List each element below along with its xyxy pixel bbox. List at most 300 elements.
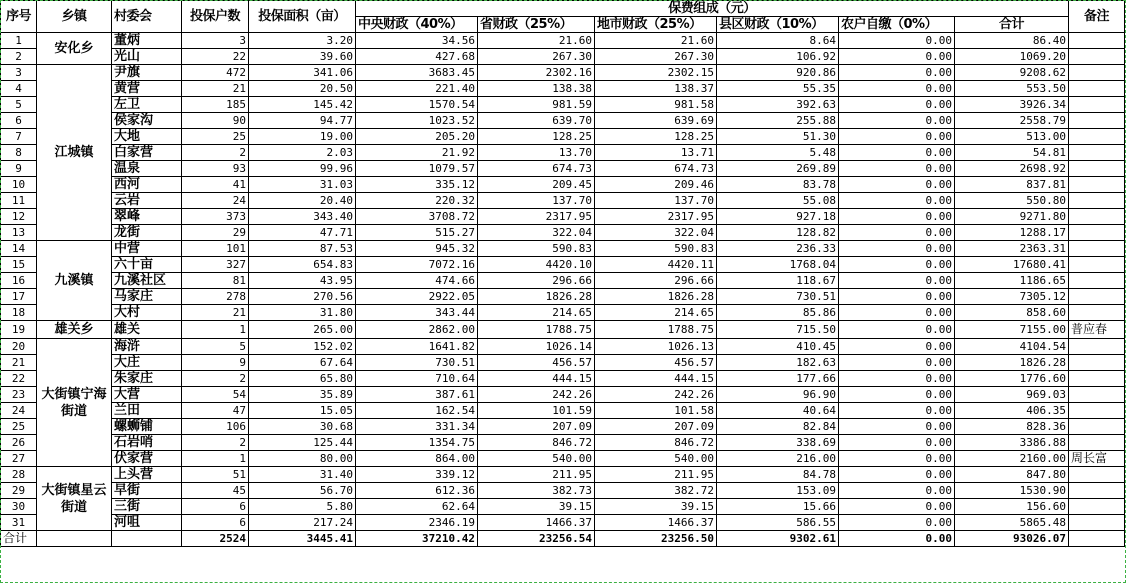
province-cell: 1026.14 — [478, 339, 595, 355]
area-cell: 47.71 — [249, 225, 356, 241]
city-cell: 456.57 — [595, 355, 717, 371]
town-cell: 大街镇星云街道 — [37, 467, 112, 531]
central-cell: 515.27 — [356, 225, 478, 241]
county-cell: 730.51 — [717, 289, 839, 305]
seq-cell: 24 — [1, 403, 37, 419]
village-cell: 螺蛳铺 — [112, 419, 182, 435]
seq-cell: 3 — [1, 65, 37, 81]
seq-cell: 31 — [1, 515, 37, 531]
province-cell: 540.00 — [478, 451, 595, 467]
totals-row — [1, 531, 1125, 547]
table-row — [1, 113, 1125, 129]
households-cell: 2 — [182, 371, 249, 387]
county-cell: 715.50 — [717, 321, 839, 339]
totals-households: 2524 — [182, 531, 249, 547]
area-cell: 31.03 — [249, 177, 356, 193]
central-cell: 205.20 — [356, 129, 478, 145]
farmer-cell: 0.00 — [839, 241, 955, 257]
table-row — [1, 225, 1125, 241]
table-row — [1, 467, 1125, 483]
note-cell — [1069, 435, 1125, 451]
note-cell — [1069, 113, 1125, 129]
city-cell: 2302.15 — [595, 65, 717, 81]
total-cell: 1826.28 — [955, 355, 1069, 371]
province-cell: 267.30 — [478, 49, 595, 65]
header-area: 投保面积（亩） — [249, 1, 356, 33]
county-cell: 927.18 — [717, 209, 839, 225]
city-cell: 540.00 — [595, 451, 717, 467]
totals-town-empty — [37, 531, 112, 547]
seq-cell: 9 — [1, 161, 37, 177]
area-cell: 20.40 — [249, 193, 356, 209]
note-cell — [1069, 387, 1125, 403]
province-cell: 211.95 — [478, 467, 595, 483]
province-cell: 39.15 — [478, 499, 595, 515]
county-cell: 51.30 — [717, 129, 839, 145]
table-row — [1, 355, 1125, 371]
table-row — [1, 241, 1125, 257]
header-sum: 合计 — [955, 17, 1069, 33]
households-cell: 6 — [182, 515, 249, 531]
total-cell: 2363.31 — [955, 241, 1069, 257]
note-cell — [1069, 355, 1125, 371]
farmer-cell: 0.00 — [839, 225, 955, 241]
farmer-cell: 0.00 — [839, 145, 955, 161]
village-cell: 六十亩 — [112, 257, 182, 273]
area-cell: 87.53 — [249, 241, 356, 257]
city-cell: 39.15 — [595, 499, 717, 515]
total-cell: 847.80 — [955, 467, 1069, 483]
central-cell: 34.56 — [356, 33, 478, 49]
seq-cell: 29 — [1, 483, 37, 499]
province-cell: 137.70 — [478, 193, 595, 209]
city-cell: 242.26 — [595, 387, 717, 403]
header-note: 备注 — [1069, 1, 1125, 33]
households-cell: 21 — [182, 305, 249, 321]
seq-cell: 2 — [1, 49, 37, 65]
total-cell: 1288.17 — [955, 225, 1069, 241]
city-cell: 207.09 — [595, 419, 717, 435]
village-cell: 九溪社区 — [112, 273, 182, 289]
total-cell: 837.81 — [955, 177, 1069, 193]
total-cell: 17680.41 — [955, 257, 1069, 273]
county-cell: 85.86 — [717, 305, 839, 321]
totals-village-empty — [112, 531, 182, 547]
area-cell: 35.89 — [249, 387, 356, 403]
farmer-cell: 0.00 — [839, 387, 955, 403]
households-cell: 29 — [182, 225, 249, 241]
province-cell: 101.59 — [478, 403, 595, 419]
county-cell: 216.00 — [717, 451, 839, 467]
households-cell: 21 — [182, 81, 249, 97]
note-cell — [1069, 145, 1125, 161]
village-cell: 河咀 — [112, 515, 182, 531]
note-cell — [1069, 49, 1125, 65]
central-cell: 339.12 — [356, 467, 478, 483]
note-cell — [1069, 305, 1125, 321]
central-cell: 1641.82 — [356, 339, 478, 355]
province-cell: 138.38 — [478, 81, 595, 97]
city-cell: 137.70 — [595, 193, 717, 209]
city-cell: 1788.75 — [595, 321, 717, 339]
total-cell: 2698.92 — [955, 161, 1069, 177]
city-cell: 590.83 — [595, 241, 717, 257]
farmer-cell: 0.00 — [839, 451, 955, 467]
table-row — [1, 321, 1125, 339]
farmer-cell: 0.00 — [839, 289, 955, 305]
seq-cell: 10 — [1, 177, 37, 193]
area-cell: 152.02 — [249, 339, 356, 355]
farmer-cell: 0.00 — [839, 435, 955, 451]
seq-cell: 27 — [1, 451, 37, 467]
header-central: 中央财政（40%） — [356, 17, 478, 33]
table-row — [1, 289, 1125, 305]
central-cell: 2346.19 — [356, 515, 478, 531]
table-row — [1, 49, 1125, 65]
table-row — [1, 65, 1125, 81]
note-cell: 周长富 — [1069, 451, 1125, 467]
seq-cell: 17 — [1, 289, 37, 305]
table-row — [1, 81, 1125, 97]
city-cell: 128.25 — [595, 129, 717, 145]
city-cell: 209.46 — [595, 177, 717, 193]
note-cell — [1069, 515, 1125, 531]
totals-province: 23256.54 — [478, 531, 595, 547]
seq-cell: 21 — [1, 355, 37, 371]
total-cell: 969.03 — [955, 387, 1069, 403]
header-seq: 序号 — [1, 1, 37, 33]
farmer-cell: 0.00 — [839, 305, 955, 321]
central-cell: 343.44 — [356, 305, 478, 321]
village-cell: 光山 — [112, 49, 182, 65]
farmer-cell: 0.00 — [839, 49, 955, 65]
county-cell: 83.78 — [717, 177, 839, 193]
seq-cell: 4 — [1, 81, 37, 97]
households-cell: 47 — [182, 403, 249, 419]
town-cell: 雄关乡 — [37, 321, 112, 339]
households-cell: 327 — [182, 257, 249, 273]
province-cell: 846.72 — [478, 435, 595, 451]
province-cell: 214.65 — [478, 305, 595, 321]
county-cell: 182.63 — [717, 355, 839, 371]
city-cell: 13.71 — [595, 145, 717, 161]
city-cell: 444.15 — [595, 371, 717, 387]
header-county: 县区财政（10%） — [717, 17, 839, 33]
central-cell: 387.61 — [356, 387, 478, 403]
central-cell: 2862.00 — [356, 321, 478, 339]
province-cell: 382.73 — [478, 483, 595, 499]
central-cell: 220.32 — [356, 193, 478, 209]
area-cell: 341.06 — [249, 65, 356, 81]
table-row — [1, 177, 1125, 193]
area-cell: 145.42 — [249, 97, 356, 113]
note-cell — [1069, 65, 1125, 81]
households-cell: 51 — [182, 467, 249, 483]
county-cell: 410.45 — [717, 339, 839, 355]
households-cell: 22 — [182, 49, 249, 65]
seq-cell: 23 — [1, 387, 37, 403]
households-cell: 472 — [182, 65, 249, 81]
header-farmer: 农户自缴（0%） — [839, 17, 955, 33]
county-cell: 392.63 — [717, 97, 839, 113]
seq-cell: 8 — [1, 145, 37, 161]
central-cell: 3708.72 — [356, 209, 478, 225]
village-cell: 大营 — [112, 387, 182, 403]
seq-cell: 22 — [1, 371, 37, 387]
central-cell: 710.64 — [356, 371, 478, 387]
province-cell: 2302.16 — [478, 65, 595, 81]
county-cell: 255.88 — [717, 113, 839, 129]
county-cell: 82.84 — [717, 419, 839, 435]
village-cell: 龙街 — [112, 225, 182, 241]
area-cell: 94.77 — [249, 113, 356, 129]
header-city: 地市财政（25%） — [595, 17, 717, 33]
city-cell: 296.66 — [595, 273, 717, 289]
county-cell: 40.64 — [717, 403, 839, 419]
farmer-cell: 0.00 — [839, 355, 955, 371]
area-cell: 265.00 — [249, 321, 356, 339]
totals-area: 3445.41 — [249, 531, 356, 547]
households-cell: 101 — [182, 241, 249, 257]
province-cell: 4420.10 — [478, 257, 595, 273]
table-row — [1, 209, 1125, 225]
households-cell: 93 — [182, 161, 249, 177]
central-cell: 427.68 — [356, 49, 478, 65]
note-cell — [1069, 273, 1125, 289]
village-cell: 早街 — [112, 483, 182, 499]
farmer-cell: 0.00 — [839, 339, 955, 355]
seq-cell: 1 — [1, 33, 37, 49]
area-cell: 125.44 — [249, 435, 356, 451]
table-row — [1, 145, 1125, 161]
table-row — [1, 97, 1125, 113]
county-cell: 236.33 — [717, 241, 839, 257]
table-row — [1, 371, 1125, 387]
farmer-cell: 0.00 — [839, 113, 955, 129]
table-row — [1, 403, 1125, 419]
village-cell: 朱家庄 — [112, 371, 182, 387]
farmer-cell: 0.00 — [839, 403, 955, 419]
table-row — [1, 435, 1125, 451]
households-cell: 278 — [182, 289, 249, 305]
area-cell: 99.96 — [249, 161, 356, 177]
total-cell: 7155.00 — [955, 321, 1069, 339]
seq-cell: 12 — [1, 209, 37, 225]
table-row — [1, 499, 1125, 515]
seq-cell: 18 — [1, 305, 37, 321]
households-cell: 81 — [182, 273, 249, 289]
city-cell: 211.95 — [595, 467, 717, 483]
total-cell: 5865.48 — [955, 515, 1069, 531]
county-cell: 128.82 — [717, 225, 839, 241]
area-cell: 217.24 — [249, 515, 356, 531]
area-cell: 343.40 — [249, 209, 356, 225]
households-cell: 185 — [182, 97, 249, 113]
seq-cell: 20 — [1, 339, 37, 355]
households-cell: 5 — [182, 339, 249, 355]
total-cell: 553.50 — [955, 81, 1069, 97]
farmer-cell: 0.00 — [839, 177, 955, 193]
village-cell: 中营 — [112, 241, 182, 257]
header-row-1 — [1, 1, 1125, 17]
total-cell: 1069.20 — [955, 49, 1069, 65]
village-cell: 左卫 — [112, 97, 182, 113]
village-cell: 董炳 — [112, 33, 182, 49]
seq-cell: 14 — [1, 241, 37, 257]
households-cell: 41 — [182, 177, 249, 193]
note-cell — [1069, 483, 1125, 499]
totals-city: 23256.50 — [595, 531, 717, 547]
village-cell: 石岩哨 — [112, 435, 182, 451]
area-cell: 39.60 — [249, 49, 356, 65]
table-row — [1, 419, 1125, 435]
province-cell: 209.45 — [478, 177, 595, 193]
households-cell: 3 — [182, 33, 249, 49]
central-cell: 7072.16 — [356, 257, 478, 273]
province-cell: 322.04 — [478, 225, 595, 241]
province-cell: 590.83 — [478, 241, 595, 257]
note-cell — [1069, 339, 1125, 355]
note-cell — [1069, 177, 1125, 193]
total-cell: 86.40 — [955, 33, 1069, 49]
village-cell: 伏家营 — [112, 451, 182, 467]
totals-central: 37210.42 — [356, 531, 478, 547]
village-cell: 温泉 — [112, 161, 182, 177]
area-cell: 5.80 — [249, 499, 356, 515]
city-cell: 1826.28 — [595, 289, 717, 305]
note-cell — [1069, 241, 1125, 257]
village-cell: 云岩 — [112, 193, 182, 209]
total-cell: 1186.65 — [955, 273, 1069, 289]
city-cell: 382.72 — [595, 483, 717, 499]
central-cell: 335.12 — [356, 177, 478, 193]
city-cell: 101.58 — [595, 403, 717, 419]
province-cell: 981.59 — [478, 97, 595, 113]
farmer-cell: 0.00 — [839, 371, 955, 387]
province-cell: 1826.28 — [478, 289, 595, 305]
city-cell: 4420.11 — [595, 257, 717, 273]
header-households: 投保户数 — [182, 1, 249, 33]
total-cell: 550.80 — [955, 193, 1069, 209]
county-cell: 338.69 — [717, 435, 839, 451]
central-cell: 3683.45 — [356, 65, 478, 81]
village-cell: 马家庄 — [112, 289, 182, 305]
county-cell: 269.89 — [717, 161, 839, 177]
totals-total: 93026.07 — [955, 531, 1069, 547]
county-cell: 8.64 — [717, 33, 839, 49]
farmer-cell: 0.00 — [839, 499, 955, 515]
village-cell: 上头营 — [112, 467, 182, 483]
county-cell: 586.55 — [717, 515, 839, 531]
farmer-cell: 0.00 — [839, 161, 955, 177]
area-cell: 43.95 — [249, 273, 356, 289]
header-province: 省财政（25%） — [478, 17, 595, 33]
village-cell: 黄营 — [112, 81, 182, 97]
area-cell: 31.80 — [249, 305, 356, 321]
note-cell — [1069, 33, 1125, 49]
central-cell: 1079.57 — [356, 161, 478, 177]
area-cell: 270.56 — [249, 289, 356, 305]
area-cell: 31.40 — [249, 467, 356, 483]
seq-cell: 19 — [1, 321, 37, 339]
total-cell: 1776.60 — [955, 371, 1069, 387]
households-cell: 25 — [182, 129, 249, 145]
province-cell: 21.60 — [478, 33, 595, 49]
area-cell: 80.00 — [249, 451, 356, 467]
seq-cell: 26 — [1, 435, 37, 451]
province-cell: 456.57 — [478, 355, 595, 371]
central-cell: 162.54 — [356, 403, 478, 419]
city-cell: 267.30 — [595, 49, 717, 65]
central-cell: 221.40 — [356, 81, 478, 97]
county-cell: 84.78 — [717, 467, 839, 483]
note-cell — [1069, 289, 1125, 305]
farmer-cell: 0.00 — [839, 97, 955, 113]
table-row — [1, 515, 1125, 531]
farmer-cell: 0.00 — [839, 515, 955, 531]
households-cell: 24 — [182, 193, 249, 209]
total-cell: 9271.80 — [955, 209, 1069, 225]
town-cell: 大街镇宁海街道 — [37, 339, 112, 467]
households-cell: 2 — [182, 145, 249, 161]
area-cell: 65.80 — [249, 371, 356, 387]
note-cell — [1069, 225, 1125, 241]
note-cell — [1069, 371, 1125, 387]
note-cell — [1069, 161, 1125, 177]
note-cell — [1069, 499, 1125, 515]
seq-cell: 25 — [1, 419, 37, 435]
farmer-cell: 0.00 — [839, 419, 955, 435]
total-cell: 406.35 — [955, 403, 1069, 419]
county-cell: 15.66 — [717, 499, 839, 515]
area-cell: 19.00 — [249, 129, 356, 145]
farmer-cell: 0.00 — [839, 483, 955, 499]
table-row — [1, 387, 1125, 403]
totals-farmer: 0.00 — [839, 531, 955, 547]
province-cell: 207.09 — [478, 419, 595, 435]
city-cell: 214.65 — [595, 305, 717, 321]
households-cell: 106 — [182, 419, 249, 435]
total-cell: 1530.90 — [955, 483, 1069, 499]
total-cell: 513.00 — [955, 129, 1069, 145]
village-cell: 大地 — [112, 129, 182, 145]
households-cell: 373 — [182, 209, 249, 225]
totals-label: 合计 — [1, 531, 37, 547]
city-cell: 322.04 — [595, 225, 717, 241]
village-cell: 白家营 — [112, 145, 182, 161]
seq-cell: 16 — [1, 273, 37, 289]
city-cell: 981.58 — [595, 97, 717, 113]
households-cell: 90 — [182, 113, 249, 129]
households-cell: 45 — [182, 483, 249, 499]
city-cell: 639.69 — [595, 113, 717, 129]
village-cell: 兰田 — [112, 403, 182, 419]
province-cell: 674.73 — [478, 161, 595, 177]
city-cell: 1466.37 — [595, 515, 717, 531]
seq-cell: 5 — [1, 97, 37, 113]
note-cell — [1069, 209, 1125, 225]
total-cell: 54.81 — [955, 145, 1069, 161]
farmer-cell: 0.00 — [839, 193, 955, 209]
province-cell: 444.15 — [478, 371, 595, 387]
central-cell: 612.36 — [356, 483, 478, 499]
county-cell: 5.48 — [717, 145, 839, 161]
note-cell — [1069, 419, 1125, 435]
farmer-cell: 0.00 — [839, 257, 955, 273]
farmer-cell: 0.00 — [839, 209, 955, 225]
central-cell: 474.66 — [356, 273, 478, 289]
seq-cell: 30 — [1, 499, 37, 515]
